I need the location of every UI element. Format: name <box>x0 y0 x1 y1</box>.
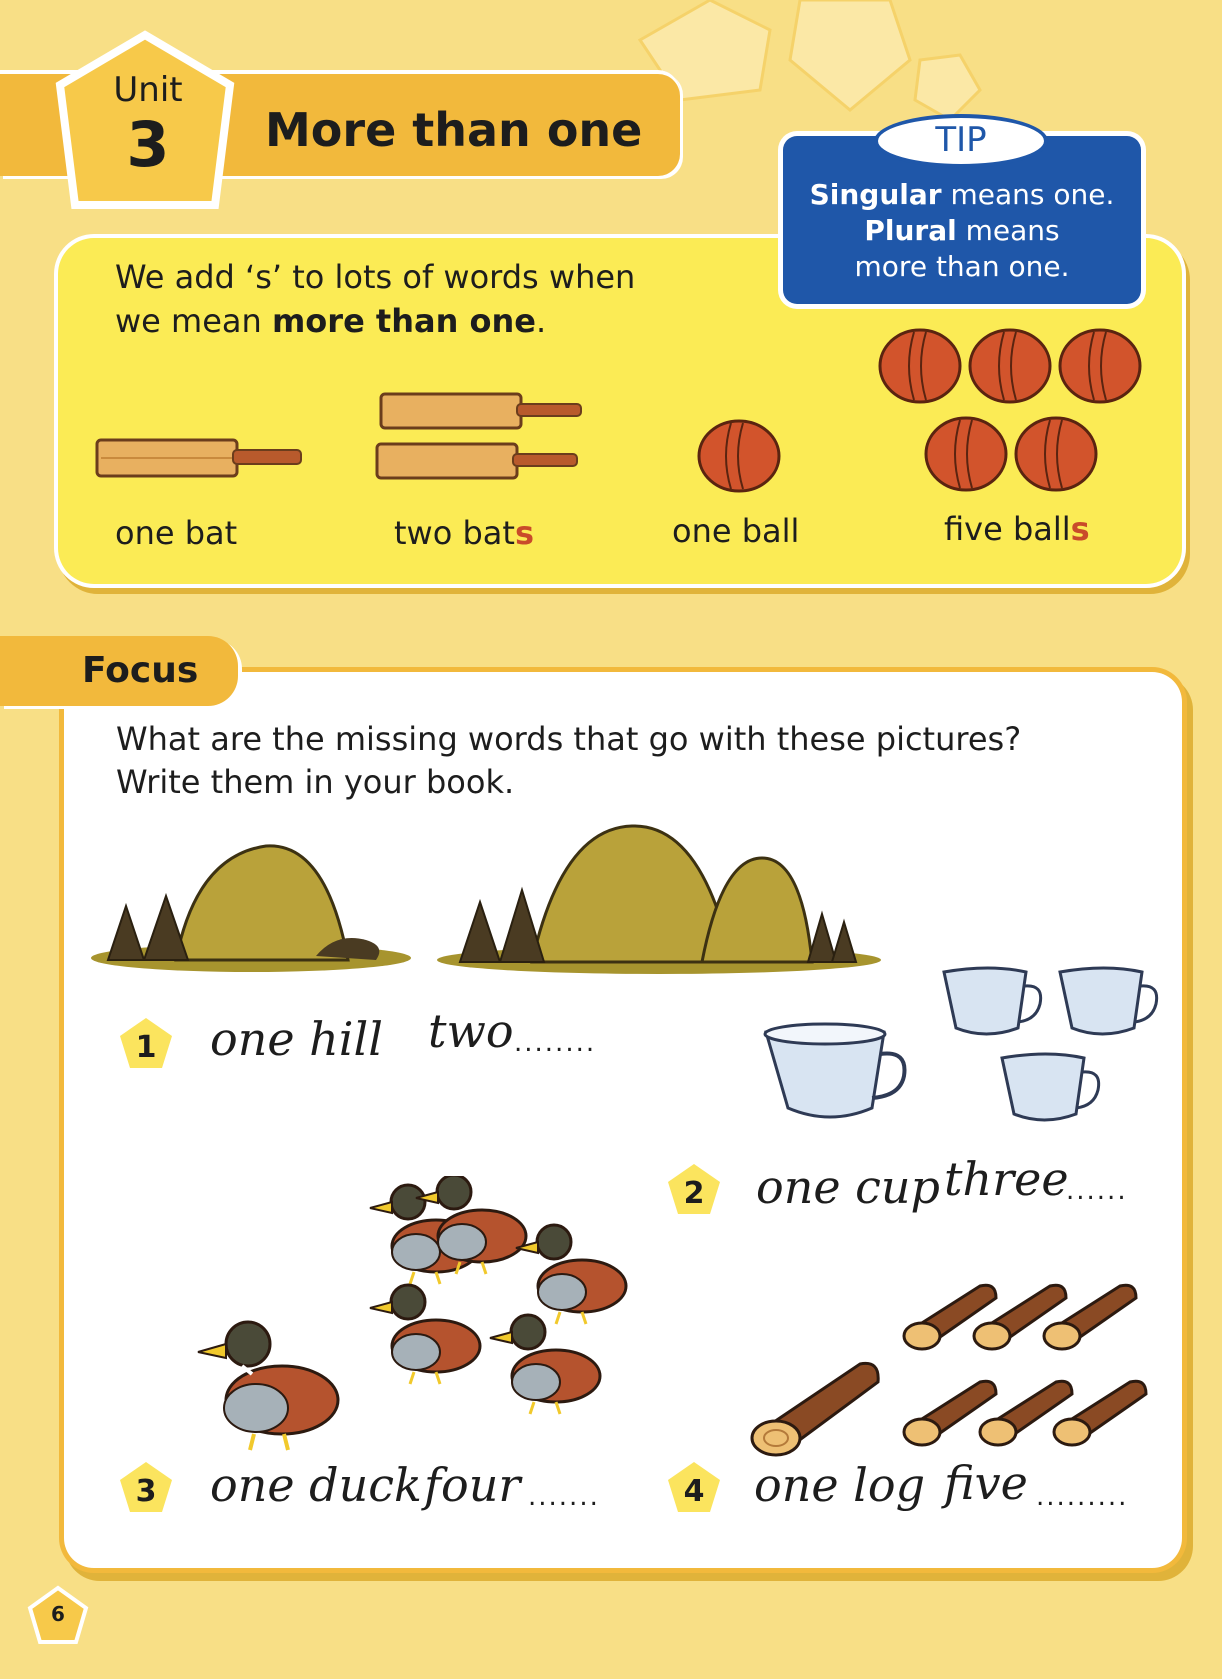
item-singular: one hill <box>210 1012 383 1066</box>
tip-definition: means one. <box>941 178 1115 211</box>
example-base: one bat <box>115 514 238 552</box>
answer-blank[interactable]: ......... <box>1036 1482 1129 1512</box>
example-label-two-bats <box>394 514 534 552</box>
answer-blank[interactable]: ...... <box>1066 1176 1128 1206</box>
intro-text-suffix: . <box>535 302 547 340</box>
plural-suffix: s <box>514 514 534 552</box>
item-singular: one cup <box>756 1160 940 1214</box>
answer-blank[interactable]: ....... <box>528 1482 600 1512</box>
ball-illustration <box>696 418 782 494</box>
example-label-five-balls <box>944 510 1090 548</box>
item-number: 3 <box>135 1474 157 1509</box>
unit-label: Unit <box>113 70 183 110</box>
item-number: 2 <box>683 1176 705 1211</box>
tip-line3: more than one. <box>854 250 1070 283</box>
item-plural-prefix: two <box>428 1004 514 1058</box>
example-label-one-bat <box>115 514 237 552</box>
intro-text-line1: We add ‘s’ to lots of words when <box>115 258 636 296</box>
tip-label: TIP <box>935 120 987 160</box>
item-number: 4 <box>683 1474 705 1509</box>
duck-illustration <box>194 1314 344 1454</box>
plural-suffix: s <box>1070 510 1090 548</box>
example-base: five ball <box>944 510 1071 548</box>
intro-text-line2 <box>115 302 546 340</box>
tip-definition: means <box>956 214 1060 247</box>
cups-illustration <box>940 964 1166 1134</box>
page-title: More than one <box>265 103 643 157</box>
item-singular: one log <box>754 1458 926 1512</box>
item-plural-prefix: four <box>424 1458 521 1512</box>
focus-label: Focus <box>82 650 199 691</box>
hills-illustration <box>432 818 886 978</box>
example-base: one ball <box>672 512 800 550</box>
unit-number: 3 <box>126 108 170 181</box>
answer-blank[interactable]: ........ <box>514 1028 597 1058</box>
item-singular: one duck <box>210 1458 422 1512</box>
intro-text-bold: more than one <box>271 302 536 340</box>
tip-term-plural: Plural <box>864 214 957 247</box>
hill-illustration <box>86 836 416 976</box>
page-number: 6 <box>51 1602 65 1626</box>
cup-illustration <box>760 1020 910 1130</box>
item-number: 1 <box>135 1030 157 1065</box>
item-plural-prefix: three <box>944 1152 1069 1206</box>
example-label-one-ball <box>672 512 799 550</box>
balls-illustration <box>876 326 1146 496</box>
example-base: two bat <box>394 514 515 552</box>
tip-term-singular: Singular <box>809 178 942 211</box>
logs-illustration <box>900 1280 1164 1460</box>
bat-illustration <box>95 436 305 480</box>
intro-text-prefix: we mean <box>115 302 272 340</box>
question-line1: What are the missing words that go with these pictures? <box>116 720 1022 758</box>
tip-line1 <box>783 178 1141 211</box>
bats-illustration <box>375 390 585 484</box>
question-line2: Write them in your book. <box>116 763 515 801</box>
item-plural-prefix: five <box>944 1456 1028 1510</box>
log-illustration <box>748 1356 888 1460</box>
tip-line2 <box>783 214 1141 247</box>
ducks-illustration <box>356 1176 656 1436</box>
